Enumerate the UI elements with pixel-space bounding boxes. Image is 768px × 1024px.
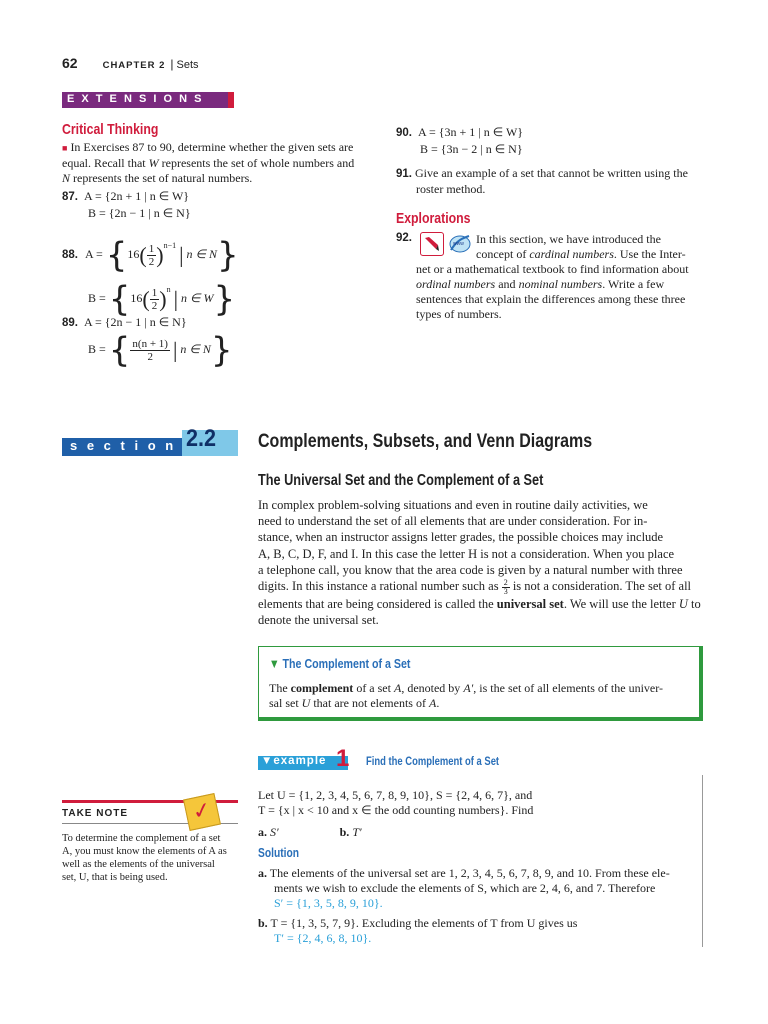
- set-b-label: B =: [88, 291, 106, 305]
- coefficient: 16: [130, 291, 143, 305]
- fraction-half: $\frac{1}{2}$: [151, 286, 158, 312]
- right-brace: }: [213, 279, 236, 320]
- example-number: 1: [336, 745, 350, 772]
- set-bar: |: [173, 286, 178, 312]
- ex92-line: sentences that explain the differences among these three: [416, 292, 686, 306]
- intro-w: W: [148, 156, 159, 170]
- header-separator: |: [170, 57, 174, 71]
- explorations-title: Explorations: [396, 210, 471, 227]
- exercise-number: 91.: [396, 168, 412, 180]
- fraction-two-thirds: $\frac{2}{3}$: [503, 577, 508, 596]
- exercise-number: 87.: [62, 191, 78, 203]
- set-b-definition: B = {2n − 1 | n ∈ N}: [88, 206, 191, 220]
- left-brace: {: [108, 330, 131, 371]
- intro-line: In Exercises 87 to 90, determine whether the given sets are: [70, 140, 354, 154]
- set-a-definition: A = {3n + 1 | n ∈ W}: [418, 125, 524, 139]
- paragraph-line: stance, when an instructor assigns letter grades, the possible choices may include: [258, 530, 664, 545]
- paragraph-line: elements that are being considered is called the universal set. We will use the letter U to: [258, 596, 701, 611]
- set-bar: |: [172, 337, 178, 363]
- exercise-89: [62, 314, 233, 371]
- solution-a-result: S′ = {1, 3, 5, 8, 9, 10}.: [274, 896, 383, 910]
- take-note-text: To determine the complement of a set A, you must know the elements of A as well as the elements of the universal set, U, that is being used.: [62, 833, 227, 883]
- take-note-title: TAKE NOTE: [62, 808, 129, 819]
- section-name: Sets: [176, 59, 199, 71]
- exercise-number: 89.: [62, 317, 78, 329]
- ex92-line: In this section, we have introduced the: [476, 232, 661, 246]
- extensions-banner: [62, 92, 234, 108]
- solution-a: a. The elements of the universal set are 1, 2, 3, 4, 5, 6, 7, 8, 9, and 10. From these ele- ments we wish to exclude the elements of S, which are 2, 4, 6, and 7. Therefore S′ = {1, 3, 5, 8, 9, 10}.: [258, 866, 670, 910]
- solution-b-result: T′ = {2, 4, 6, 8, 10}.: [274, 931, 372, 945]
- exercise-number: 88.: [62, 249, 78, 261]
- paragraph-line: In complex problem-solving situations and even in routine daily activities, we: [258, 498, 648, 512]
- set-b-definition: B = {3n − 2 | n ∈ N}: [420, 142, 523, 156]
- exercise-88: [62, 226, 239, 320]
- ex92-line: net or a mathematical textbook to find information about: [416, 262, 689, 276]
- internet-icon: [448, 232, 472, 256]
- coefficient: 16: [127, 247, 140, 261]
- example-statement: Let U = {1, 2, 3, 4, 5, 6, 7, 8, 9, 10}, S = {2, 4, 6, 7}, and T = {x | x < 10 and x ∈ the odd counting numbers}. Find: [258, 788, 534, 817]
- set-a-definition: A = {2n − 1 | n ∈ N}: [84, 315, 187, 329]
- critical-thinking-intro: [62, 140, 382, 186]
- exercise-91: [396, 166, 688, 197]
- extensions-banner-text: E X T E N S I O N S: [67, 93, 204, 105]
- section-title: Complements, Subsets, and Venn Diagrams: [258, 430, 593, 452]
- paragraph-line: A, B, C, D, F, and I. In this case the letter H is not a consideration. When you place: [258, 546, 675, 561]
- paragraph-line: a telephone call, you know that the area code is given by a natural number with three: [258, 562, 683, 577]
- svg-text:www: www: [453, 241, 464, 247]
- paragraph-line: digits. In this instance a rational number such as $\frac{2}{3}$ is not a consideration. The set of all: [258, 577, 692, 596]
- pencil-icon: [420, 232, 444, 256]
- definition-title: ▼ The Complement of a Set: [269, 656, 411, 671]
- intro-n: N: [62, 171, 71, 185]
- intro-line: equal. Recall that: [62, 156, 146, 170]
- paragraph-line: denote the universal set.: [258, 612, 379, 627]
- right-brace: }: [216, 235, 239, 276]
- right-paren: ): [159, 286, 167, 312]
- example-title: Find the Complement of a Set: [366, 756, 500, 768]
- exercise-number: 92.: [396, 232, 412, 244]
- set-a-label: A =: [85, 247, 103, 261]
- set-a-definition: A = {2n + 1 | n ∈ W}: [84, 189, 190, 203]
- ex92-line: ordinal numbers and nominal numbers. Write a few: [416, 277, 665, 291]
- ex92-line: types of numbers.: [416, 307, 502, 321]
- fraction-half: $\frac{1}{2}$: [148, 242, 155, 268]
- left-brace: {: [105, 235, 128, 276]
- left-paren: (: [142, 286, 150, 312]
- set-condition: n ∈ N: [180, 342, 211, 356]
- complement-definition-box: [258, 646, 703, 721]
- exercise-text: roster method.: [416, 182, 486, 196]
- section-label: s e c t i o n: [70, 438, 177, 453]
- exercise-90: [396, 124, 523, 157]
- left-paren: (: [139, 242, 147, 268]
- right-paren: ): [156, 242, 164, 268]
- left-brace: {: [108, 279, 131, 320]
- exercise-87: [62, 188, 191, 221]
- example-parts: a. S′ b. T′: [258, 825, 362, 839]
- exercise-number: 90.: [396, 127, 412, 139]
- exponent: n: [166, 285, 171, 294]
- set-bar: |: [179, 242, 184, 268]
- universal-set-paragraph: [258, 497, 702, 628]
- exponent: n−1: [163, 241, 177, 250]
- example-label: ▼example: [261, 755, 327, 767]
- set-condition: n ∈ N: [186, 247, 217, 261]
- solution-b: b. T = {1, 3, 5, 7, 9}. Excluding the elements of T from U gives us T′ = {2, 4, 6, 8, 10}.: [258, 916, 578, 945]
- set-b-label: B =: [88, 342, 106, 356]
- fraction: $\frac{n(n + 1)}{2}$: [132, 337, 168, 363]
- bullet-square: ■: [62, 143, 68, 153]
- section-subtitle: The Universal Set and the Complement of a Set: [258, 472, 544, 489]
- intro-line: represents the set of whole numbers and: [161, 156, 355, 170]
- solution-title: Solution: [258, 846, 299, 860]
- ex92-line: concept of cardinal numbers. Use the Inter-: [476, 247, 686, 261]
- critical-thinking-title: Critical Thinking: [62, 121, 159, 138]
- paragraph-line: need to understand the set of all elements that are under consideration. For in-: [258, 514, 648, 529]
- page-number: 62: [62, 55, 78, 71]
- checkmark-icon: ✓: [183, 793, 221, 831]
- definition-text: The complement of a set A, denoted by A′, is the set of all elements of the univer- sal set U that are not elements of A.: [269, 681, 663, 710]
- running-header: [62, 55, 199, 72]
- right-brace: }: [210, 330, 233, 371]
- set-condition: n ∈ W: [180, 291, 214, 305]
- exercise-text: Give an example of a set that cannot be written using the: [415, 166, 688, 180]
- example-vertical-rule: [702, 775, 703, 947]
- intro-line: represents the set of natural numbers.: [73, 171, 253, 185]
- chapter-label: CHAPTER 2: [102, 60, 166, 71]
- section-number: 2.2: [186, 425, 217, 452]
- example-banner: [258, 756, 348, 770]
